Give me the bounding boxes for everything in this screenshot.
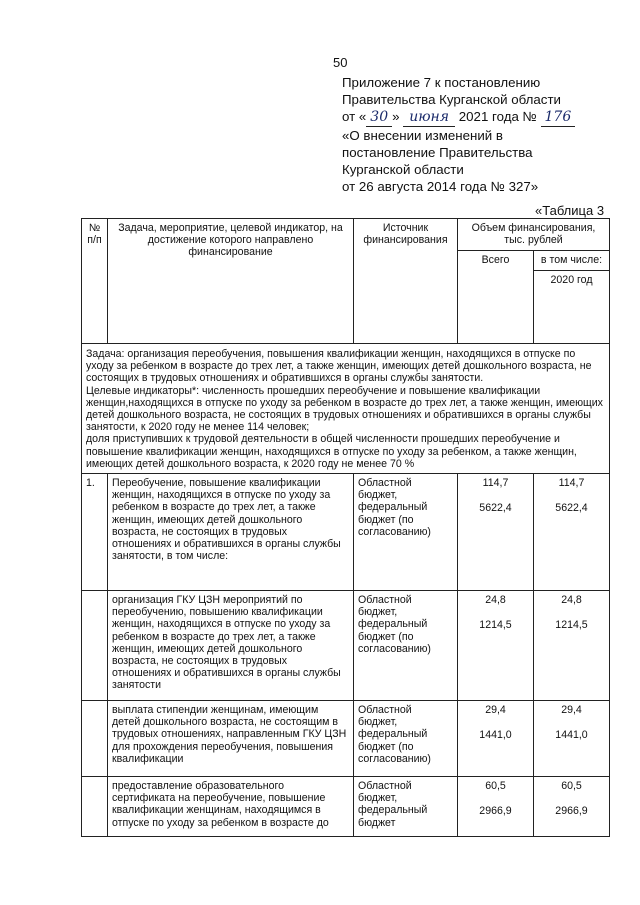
row-total — [458, 591, 534, 701]
task-row — [82, 344, 610, 474]
col-header-total: Всего — [458, 251, 534, 344]
share-text: доля приступивших к трудовой деятельности в общей численности прошедших переобучение и повышение квалификации женщин, находящихся в отпуске по уходу за ребенком, а также женщин, имеющих детей дошкольного возраста, к 2020 году не менее 70 % — [86, 433, 577, 470]
row-source: Областной бюджет, федеральный бюджет — [354, 777, 458, 837]
col-header-source: Источник финансирования — [354, 219, 458, 344]
total-regional: 24,8 — [485, 594, 506, 607]
row-num — [82, 701, 108, 777]
year-regional: 24,8 — [561, 594, 582, 607]
row-desc: выплата стипендии женщинам, имеющим детей дошкольного возраста, не состоящим в трудовых отношениях, направленным ГКУ ЦЗН для прохождения переобучения, повышения квалификации — [108, 701, 354, 777]
handwritten-number: 176 — [541, 109, 576, 127]
total-regional: 29,4 — [485, 704, 506, 717]
header-line-5: постановление Правительства — [342, 145, 533, 160]
row-desc: предоставление образовательного сертификата на переобучение, повышение квалификации женщинам, находящимся в отпуске по уходу за ребенком в возрасте до — [108, 777, 354, 837]
table-row — [82, 701, 610, 777]
header-line-3 — [342, 108, 632, 127]
row-desc: Переобучение, повышение квалификации женщин, находящихся в отпуске по уходу за ребенком в возрасте до трех лет, а также женщин, имеющих детей дошкольного возраста, не состоящих в трудовых отношениях и обратившихся в органы службы занятости, в том числе: — [108, 474, 354, 591]
year-federal: 1214,5 — [555, 619, 588, 632]
header-line-1: Приложение 7 к постановлению — [342, 75, 541, 90]
table-row — [82, 591, 610, 701]
total-regional: 114,7 — [482, 477, 509, 490]
header-date-prefix: от « — [342, 109, 367, 124]
task-text: Задача: организация переобучения, повышения квалификации женщин, находящихся в отпуске по уходу за ребенком в возрасте до трех лет, а также женщин, имеющих детей дошкольного возраста, не состоящих в трудовых отношениях и обратившихся в органы службы занятости. — [86, 348, 592, 385]
year-regional: 29,4 — [561, 704, 582, 717]
total-regional: 60,5 — [485, 780, 506, 793]
total-federal: 2966,9 — [479, 805, 512, 818]
year-federal: 1441,0 — [555, 729, 588, 742]
year-federal: 5622,4 — [555, 502, 588, 515]
row-total — [458, 474, 534, 591]
col-header-volume: Объем финансирования, тыс. рублей — [458, 219, 610, 251]
header-date-mid: » — [392, 109, 404, 124]
col-header-task: Задача, мероприятие, целевой индикатор, на достижение которого направлено финансирование — [108, 219, 354, 344]
table-header-row — [82, 219, 610, 251]
total-federal: 1214,5 — [479, 619, 512, 632]
row-source: Областной бюджет, федеральный бюджет (по согласованию) — [354, 474, 458, 591]
year-regional: 60,5 — [561, 780, 582, 793]
page-number: 50 — [333, 55, 348, 70]
indicators-text: Целевые индикаторы*: численность прошедших переобучение и повышение квалификации женщин,находящихся в отпуске по уходу за ребенком в возрасте до трех лет, а также женщин, имеющих детей дошкольного возраста, не состоящих в трудовых отношениях и обратившихся в органы службы занятости, к 2020 году не менее 114 человек; — [86, 384, 603, 434]
col-header-incl: в том числе: — [534, 251, 610, 271]
row-num — [82, 777, 108, 837]
header-line-6: Курганской области — [342, 162, 464, 177]
handwritten-day: 30 — [366, 109, 392, 127]
col-header-num: № п/п — [82, 219, 108, 344]
year-regional: 114,7 — [558, 477, 585, 490]
header-line-2: Правительства Курганской области — [342, 92, 561, 107]
table-title: «Таблица 3 — [535, 203, 605, 218]
header-date-suffix: 2021 года № — [455, 109, 541, 124]
row-year — [534, 701, 610, 777]
col-header-year: 2020 год — [534, 271, 610, 344]
table-row — [82, 777, 610, 837]
task-block — [82, 344, 610, 474]
year-federal: 2966,9 — [555, 805, 588, 818]
row-year — [534, 474, 610, 591]
row-year — [534, 591, 610, 701]
row-source: Областной бюджет, федеральный бюджет (по согласованию) — [354, 591, 458, 701]
row-desc: организация ГКУ ЦЗН мероприятий по переобучению, повышению квалификации женщин, находящихся в отпуске по уходу за ребенком в возрасте до трех лет, а также женщин, имеющих детей дошкольного возраста, не состоящих в трудовых отношениях и обратившихся в органы службы занятости — [108, 591, 354, 701]
row-total — [458, 777, 534, 837]
total-federal: 5622,4 — [479, 502, 512, 515]
row-year — [534, 777, 610, 837]
header-line-4: «О внесении изменений в — [342, 128, 503, 143]
document-header — [342, 74, 632, 195]
table-row — [82, 474, 610, 591]
total-federal: 1441,0 — [479, 729, 512, 742]
row-total — [458, 701, 534, 777]
row-source: Областной бюджет, федеральный бюджет (по согласованию) — [354, 701, 458, 777]
handwritten-month: июня — [403, 109, 455, 127]
row-num — [82, 591, 108, 701]
header-line-7: от 26 августа 2014 года № 327» — [342, 179, 539, 194]
row-num: 1. — [82, 474, 108, 591]
financing-table — [81, 218, 610, 837]
